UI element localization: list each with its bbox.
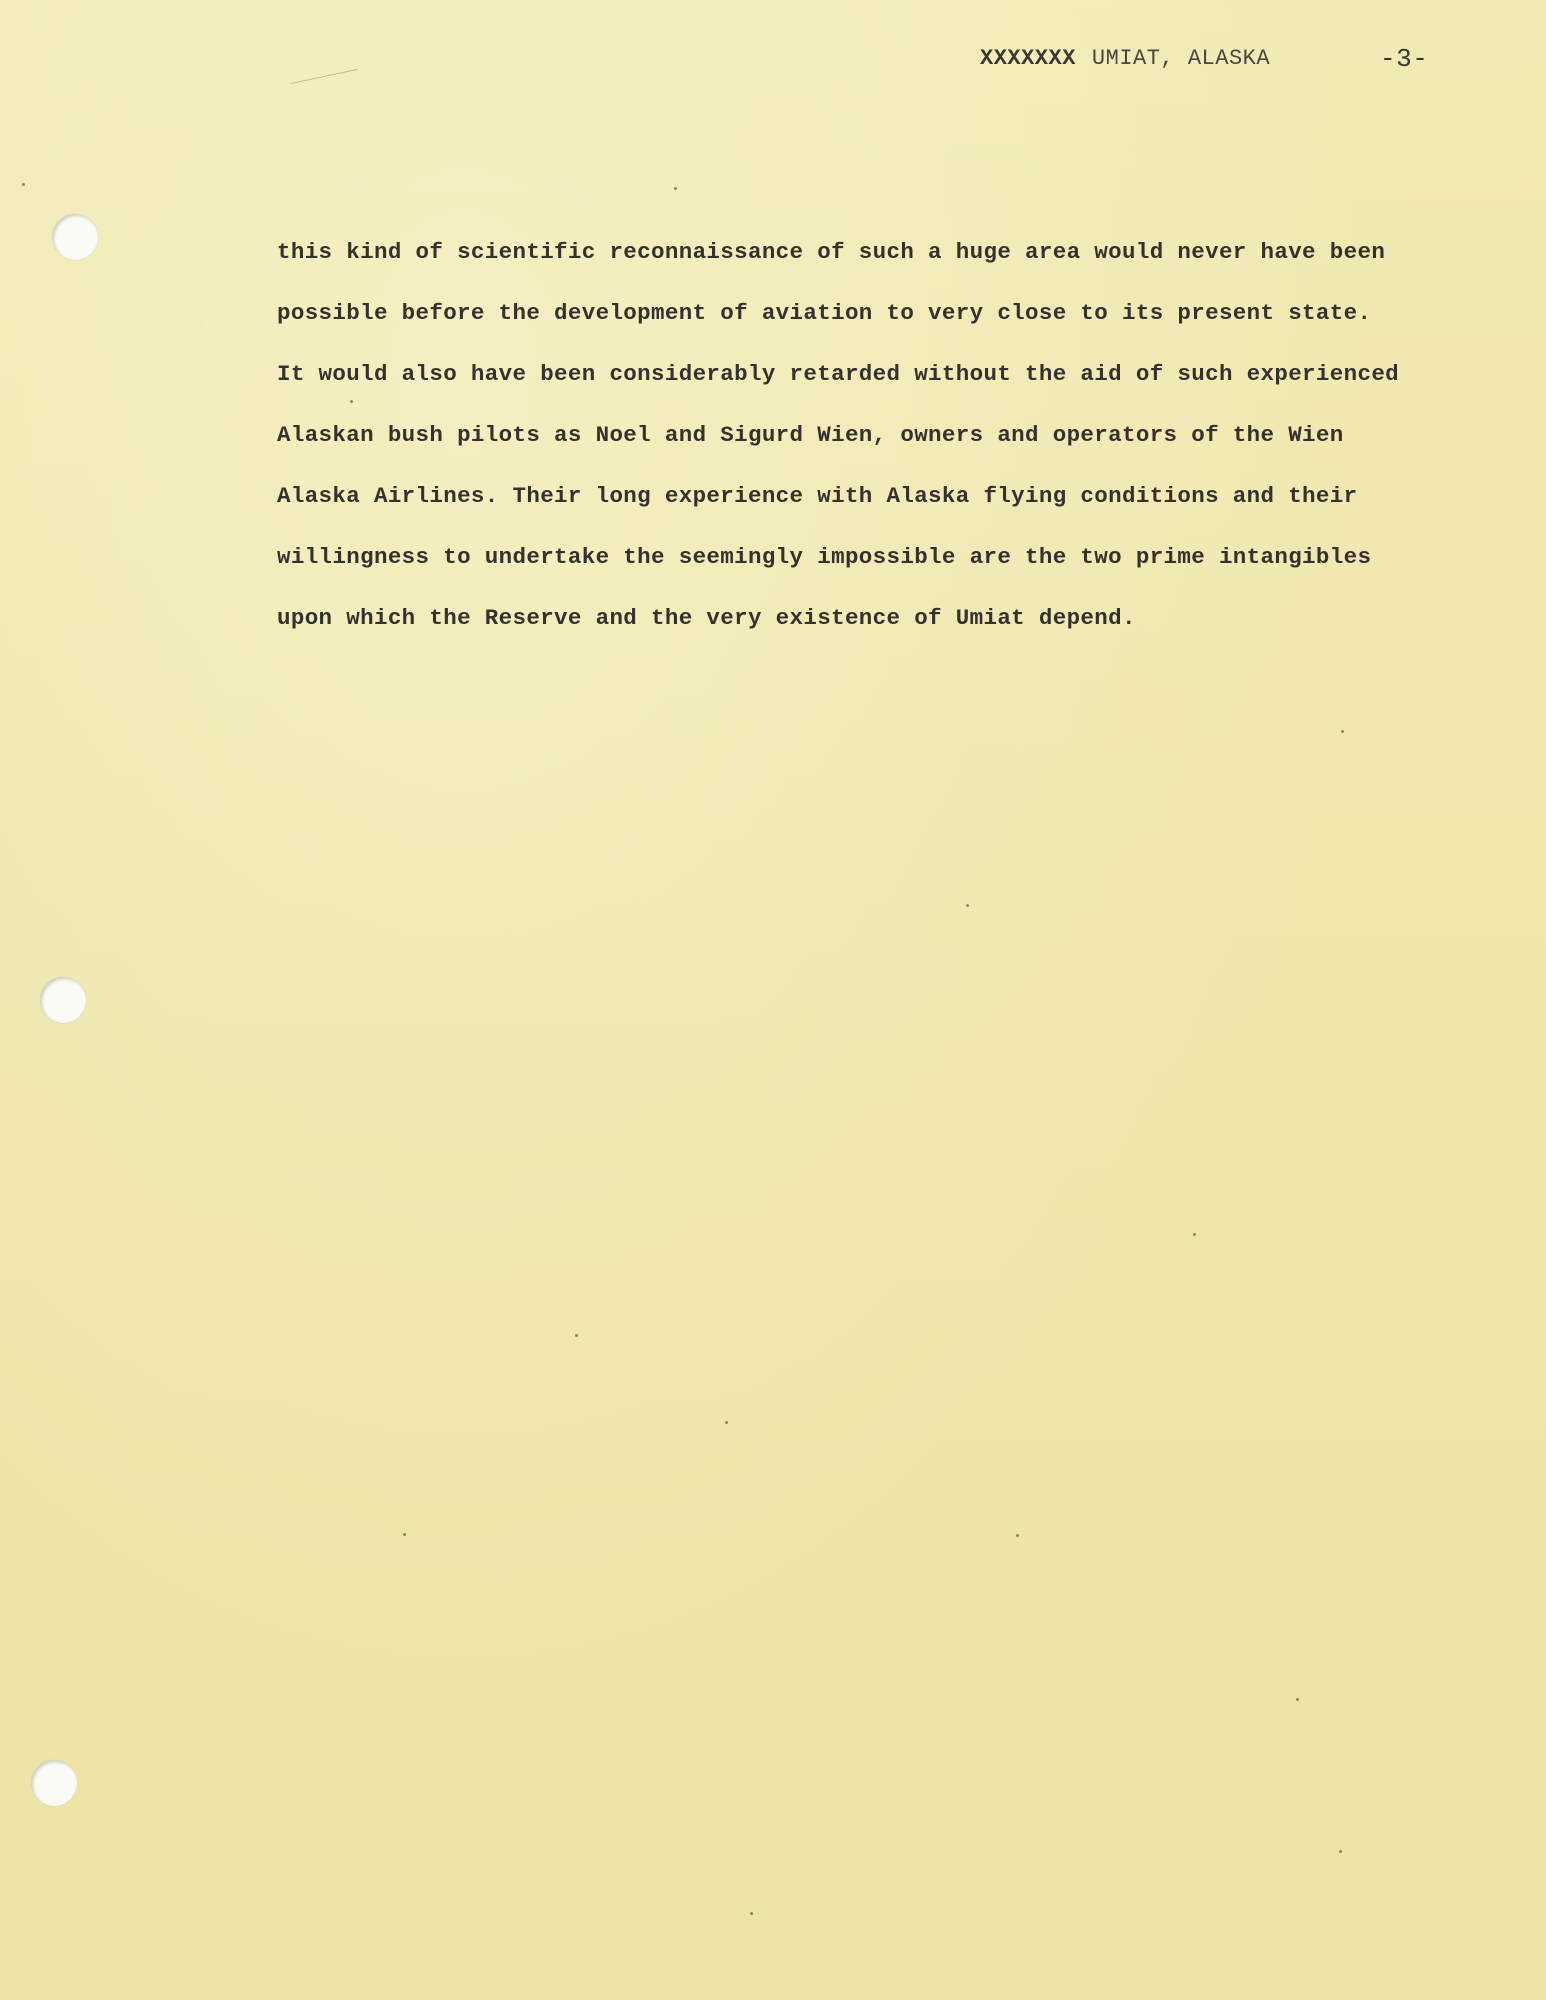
paper-speck (1296, 1698, 1299, 1701)
paper-speck (1016, 1534, 1019, 1537)
struck-out-text: XXXXXXX (980, 46, 1076, 71)
paper-speck (1341, 730, 1344, 733)
punch-hole (40, 977, 86, 1023)
paper-speck (750, 1912, 753, 1915)
paper-speck (22, 183, 25, 186)
paper-speck (725, 1421, 728, 1424)
page-header (980, 44, 1430, 74)
body-paragraph (277, 222, 1527, 649)
paper-speck (1339, 1850, 1342, 1853)
header-place: UMIAT, ALASKA (1091, 46, 1271, 71)
paper-speck (1193, 1233, 1196, 1236)
paper-speck (966, 904, 969, 907)
paper-speck (575, 1334, 578, 1337)
text-line: It would also have been considerably retarded without the aid of such experienced (277, 361, 1400, 387)
text-line: willingness to undertake the seemingly impossible are the two prime intangibles (277, 544, 1372, 570)
page-number: -3- (1380, 44, 1429, 74)
paper-mark (291, 69, 358, 84)
text-line: Alaskan bush pilots as Noel and Sigurd Wien, owners and operators of the Wien (277, 422, 1344, 448)
text-line: possible before the development of aviation to very close to its present state. (277, 300, 1372, 326)
text-line: Alaska Airlines. Their long experience with Alaska flying conditions and their (277, 483, 1358, 509)
text-line: upon which the Reserve and the very existence of Umiat depend. (277, 605, 1136, 631)
paper-speck (403, 1533, 406, 1536)
text-line: this kind of scientific reconnaissance of such a huge area would never have been (277, 239, 1386, 265)
punch-hole (31, 1760, 77, 1806)
paper-speck (674, 187, 677, 190)
punch-hole (52, 214, 98, 260)
paper-speck (350, 400, 353, 403)
